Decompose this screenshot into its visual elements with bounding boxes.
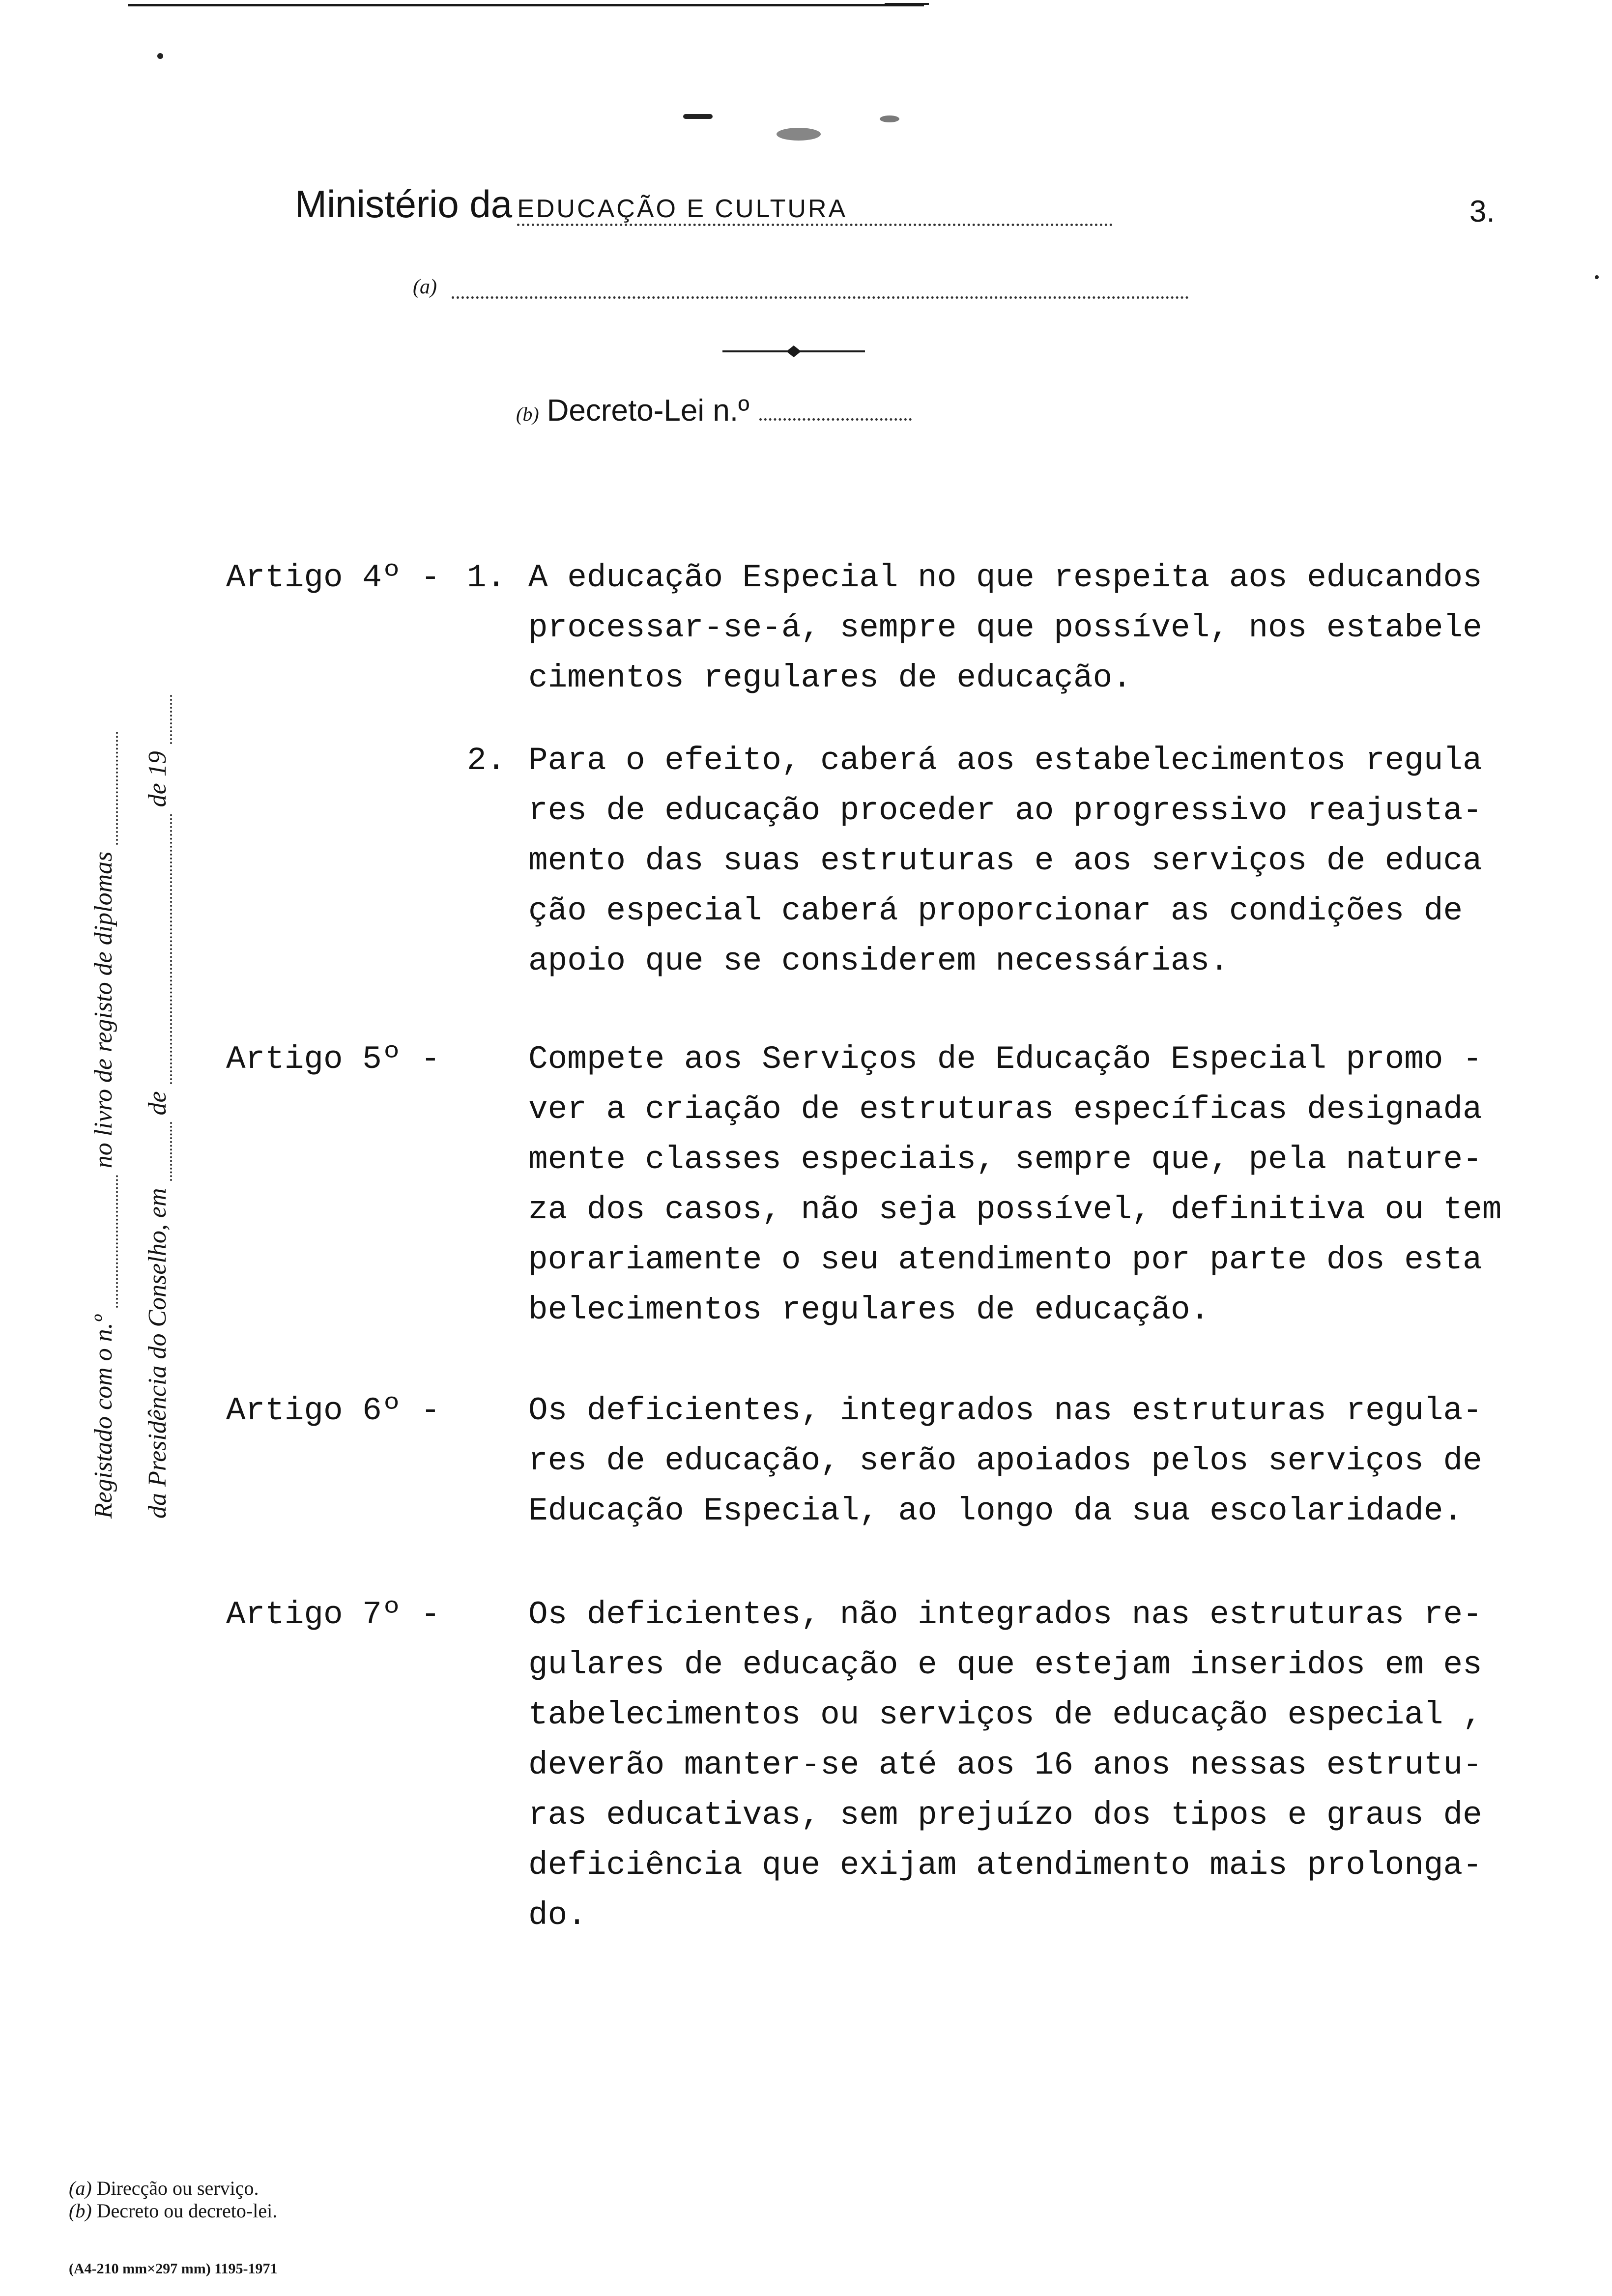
department-name: EDUCAÇÃO E CULTURA [517, 194, 1113, 226]
service-line [413, 275, 1189, 299]
decree-line [516, 393, 912, 428]
margin-note-text: de 19 [144, 751, 172, 807]
footnote-text: Direcção ou serviço. [96, 2177, 259, 2199]
article-label: Artigo 6º - [226, 1392, 440, 1429]
service-line-label: (a) [413, 276, 437, 298]
margin-note-text: no livro de registo de diplomas [89, 851, 117, 1169]
article-6 [226, 1386, 1524, 1536]
article-item [226, 736, 1524, 986]
scratch-mark [683, 114, 713, 119]
margin-note-blank [111, 732, 118, 845]
specks [1595, 275, 1599, 279]
margin-note-blank [165, 1122, 172, 1181]
scratch-mark [777, 128, 821, 141]
footnote-text: Decreto ou decreto-lei. [96, 2200, 278, 2222]
item-number: 1. [467, 559, 506, 596]
margin-note-text: Registado com o n.º [89, 1315, 117, 1519]
article-label: Artigo 7º - [226, 1596, 440, 1633]
decree-line-dots [759, 418, 912, 421]
article-label: Artigo 5º - [226, 1041, 440, 1078]
margin-note-blank [165, 814, 172, 1084]
footnote-a [69, 2177, 277, 2200]
margin-note-text: de [144, 1091, 172, 1116]
article-text: A educação Especial no que respeita aos educandos processar-se-á, sempre que possível, nos estabele cimentos regulares de educação. [528, 559, 1482, 696]
article-5 [226, 1034, 1524, 1335]
article-7 [226, 1590, 1524, 1941]
ministerio-text: Ministério da [295, 182, 513, 226]
ornament-divider [722, 344, 865, 359]
footnote-label: (b) [69, 2200, 92, 2222]
article-label: Artigo 4º - [226, 559, 440, 596]
decree-line-text: Decreto-Lei n.º [547, 394, 749, 428]
item-number: 2. [467, 742, 506, 779]
article-item [226, 553, 1524, 703]
article-text: Para o efeito, caberá aos estabelecimentos regula res de educação proceder ao progressivo reajusta- mento das suas estruturas e aos serviços de educa ção especial caberá proporcionar as condições de apoio que se considerem necessárias. [528, 742, 1482, 979]
service-line-dots [452, 282, 1189, 299]
article-text: Os deficientes, integrados nas estruturas regula- res de educação, serão apoiados pelos serviços de Educação Especial, ao longo da sua escolaridade. [528, 1392, 1482, 1529]
margin-note-text: da Presidência do Conselho, em [144, 1188, 172, 1519]
print-code: (A4-210 mm×297 mm) 1195-1971 [69, 2261, 278, 2277]
page-number: 3. [1469, 195, 1495, 229]
top-rule [128, 4, 924, 6]
article-text: Os deficientes, não integrados nas estruturas re- gulares de educação e que estejam inseridos em es tabelecimentos ou serviços de educação especial , deverão manter-se até aos 16 anos nessas estrutu- ras educativas, sem prejuízo dos tipos e graus de deficiência que exijam atendimento mais prolonga- do. [528, 1596, 1482, 1934]
margin-note-row-1 [64, 511, 118, 1519]
top-rule-fragment [885, 3, 929, 5]
margin-note-blank [111, 1175, 118, 1308]
article-text: Compete aos Serviços de Educação Especial promo - ver a criação de estruturas específicas designada mente classes especiais, sempre que, pela nature- za dos casos, não seja possível, definitiva ou tem porariamente o seu atendimento por parte dos esta belecimentos regulares de educação. [528, 1041, 1502, 1328]
article-4 [226, 553, 1524, 986]
footnotes [69, 2177, 277, 2222]
registration-margin-note [64, 511, 192, 1519]
scratch-mark [880, 115, 899, 122]
margin-note-blank [165, 695, 172, 744]
footnote-label: (a) [69, 2177, 92, 2199]
specks [157, 53, 163, 59]
decree-line-label: (b) [516, 403, 539, 425]
header-ministerio [295, 182, 1113, 227]
footnote-b [69, 2200, 277, 2222]
margin-note-row-2 [118, 511, 172, 1519]
